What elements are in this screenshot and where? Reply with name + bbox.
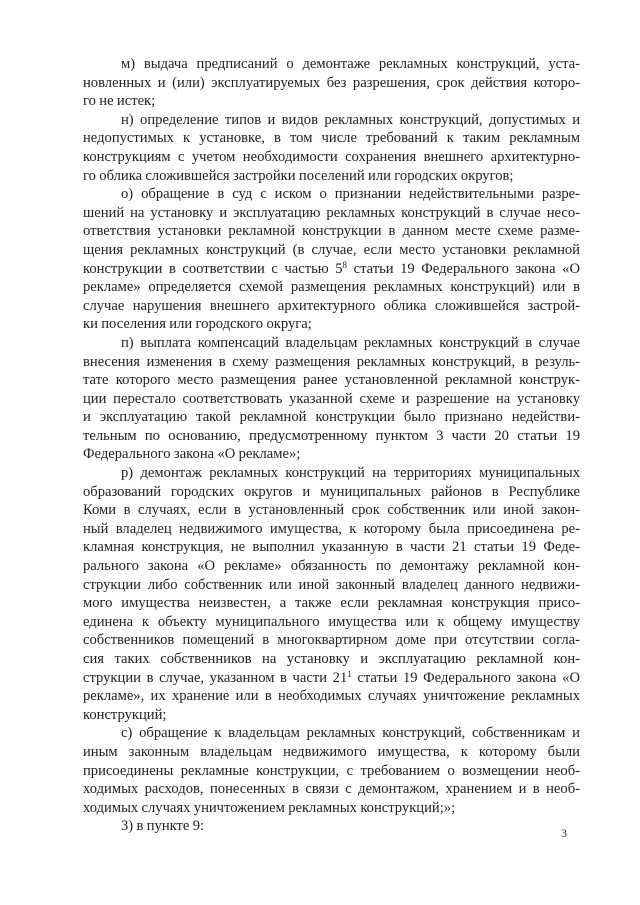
line-text: струкции в случае, указанном в части 21 bbox=[83, 669, 348, 686]
line-text: р) демонтаж рекламных конструкций на территориях муниципальных bbox=[121, 465, 580, 482]
text-line bbox=[83, 167, 580, 186]
line-text: п) выплата компенсаций владельцам рекламных конструкций в случае bbox=[121, 334, 580, 351]
paragraph-m bbox=[83, 55, 580, 111]
line-text: 3) в пункте 9: bbox=[121, 818, 205, 835]
text-line bbox=[83, 724, 580, 743]
paragraph-s bbox=[83, 724, 580, 817]
line-text: недопустимых к установке, в том числе требований к таким рекламным bbox=[83, 130, 580, 147]
line-text: м) выдача предписаний о демонтаже рекламных конструкций, уста- bbox=[121, 56, 580, 72]
text-line bbox=[83, 334, 580, 353]
text-line bbox=[83, 576, 580, 595]
page-number: 3 bbox=[561, 826, 567, 840]
line-text: тельным по основанию, предусмотренному пунктом 3 части 20 статьи 19 bbox=[83, 427, 580, 444]
line-text: ходимых расходов, понесенных в связи с демонтажом, хранением и в необ- bbox=[83, 781, 580, 798]
line-text: с) обращение к владельцам рекламных конструкций, собственникам и bbox=[121, 725, 580, 742]
superscript: 1 bbox=[347, 668, 352, 679]
paragraph-item3 bbox=[83, 817, 580, 836]
text-line bbox=[83, 817, 580, 836]
line-text: рекламе», их хранение или в необходимых случаях уничтожение рекламных bbox=[83, 688, 580, 705]
text-line bbox=[83, 74, 580, 93]
line-text: ответствия установки рекламной конструкции в данном месте схеме разме- bbox=[83, 223, 580, 240]
text-line bbox=[83, 371, 580, 390]
text-line bbox=[83, 687, 580, 706]
text-line bbox=[83, 483, 580, 502]
text-line bbox=[83, 650, 580, 669]
line-text: мого имущества неизвестен, а также если рекламная конструкция присо- bbox=[83, 595, 580, 612]
text-line bbox=[83, 278, 580, 297]
line-text: Коми в случаях, если в установленный срок собственник или иной закон- bbox=[83, 502, 580, 519]
text-line bbox=[83, 445, 580, 464]
line-text: Федерального закона «О рекламе»; bbox=[83, 446, 301, 463]
text-line bbox=[83, 520, 580, 539]
line-text: конструкций; bbox=[83, 706, 167, 723]
text-line bbox=[83, 631, 580, 650]
line-text: о) обращение в суд с иском о признании недействительными разре- bbox=[121, 186, 580, 203]
text-line bbox=[83, 222, 580, 241]
text-line bbox=[83, 780, 580, 799]
line-text: тате которого место размещения ранее установленной рекламной конструк- bbox=[83, 372, 580, 389]
text-line bbox=[83, 669, 580, 688]
line-text: го не истек; bbox=[83, 93, 156, 110]
line-text: новленных и (или) эксплуатируемых без разрешения, срок действия которо- bbox=[83, 74, 580, 91]
superscript: 8 bbox=[342, 259, 348, 270]
line-text: ходимых случаях уничтожением рекламных конструкций;»; bbox=[83, 799, 456, 816]
line-text: щения рекламных конструкций (в случае, если место установки рекламной bbox=[83, 241, 580, 258]
text-line bbox=[83, 464, 580, 483]
text-line bbox=[83, 55, 580, 74]
text-line bbox=[83, 613, 580, 632]
text-line bbox=[83, 427, 580, 446]
line-text: внесения изменения в схему размещения рекламных конструкций, в резуль- bbox=[83, 353, 580, 370]
text-line bbox=[83, 185, 580, 204]
line-text-tail: статьи 19 Федерального закона «О bbox=[351, 669, 580, 686]
line-text-tail: статьи 19 Федерального закона «О bbox=[347, 260, 580, 277]
text-line bbox=[83, 92, 580, 111]
line-text: иным законным владельцам недвижимого имущества, к которому были bbox=[83, 743, 580, 760]
line-text: кламная конструкция, не выполнил указанную в части 21 статьи 19 Феде- bbox=[83, 539, 580, 556]
text-line bbox=[83, 129, 580, 148]
text-line bbox=[83, 204, 580, 223]
line-text: сия таких собственников на установку и эксплуатацию рекламной кон- bbox=[83, 651, 580, 667]
text-line bbox=[83, 557, 580, 576]
document-body bbox=[83, 55, 580, 836]
line-text: конструкциям с учетом необходимости сохранения внешнего архитектурно- bbox=[83, 148, 580, 165]
paragraph-o bbox=[83, 185, 580, 334]
text-line bbox=[83, 260, 580, 279]
line-text: шений на установку и эксплуатацию рекламных конструкций в случае несо- bbox=[83, 204, 580, 221]
line-text: ции перестало соответствовать указанной схеме и разрешение на установку bbox=[83, 390, 580, 407]
text-line bbox=[83, 241, 580, 260]
text-line bbox=[83, 762, 580, 781]
line-text: конструкции в соответствии с частью 5 bbox=[83, 260, 343, 277]
text-line bbox=[83, 501, 580, 520]
text-line bbox=[83, 111, 580, 130]
line-text: рекламе» определяется схемой размещения рекламных конструкций) или в bbox=[83, 279, 580, 296]
line-text: го облика сложившейся застройки поселений или городских округов; bbox=[83, 167, 514, 184]
line-text: единена к объекту муниципального имущества или к общему имуществу bbox=[83, 613, 580, 630]
line-text: н) определение типов и видов рекламных конструкций, допустимых и bbox=[121, 111, 580, 128]
line-text: ки поселения или городского округа; bbox=[83, 316, 312, 333]
text-line bbox=[83, 743, 580, 762]
line-text: ный владелец недвижимого имущества, к которому была присоединена ре- bbox=[83, 520, 580, 537]
paragraph-r bbox=[83, 464, 580, 724]
text-line bbox=[83, 315, 580, 334]
text-line bbox=[83, 353, 580, 372]
text-line bbox=[83, 594, 580, 613]
paragraph-n bbox=[83, 111, 580, 185]
text-line bbox=[83, 297, 580, 316]
text-line bbox=[83, 148, 580, 167]
line-text: струкции либо собственник или иной законный владелец данного недвижи- bbox=[83, 576, 580, 593]
line-text: и эксплуатацию такой рекламной конструкции было признано недействи- bbox=[83, 409, 580, 426]
text-line bbox=[83, 408, 580, 427]
text-line bbox=[83, 390, 580, 409]
line-text: образований городских округов и муниципальных районов в Республике bbox=[83, 483, 580, 500]
text-line bbox=[83, 799, 580, 818]
text-line bbox=[83, 538, 580, 557]
line-text: рального закона «О рекламе» обязанность по демонтажу рекламной кон- bbox=[83, 558, 580, 575]
line-text: присоединены рекламные конструкции, с требованием о возмещении необ- bbox=[83, 762, 580, 779]
text-line bbox=[83, 706, 580, 725]
line-text: случае нарушения внешнего архитектурного облика сложившейся застрой- bbox=[83, 297, 580, 314]
line-text: собственников помещений в многоквартирном доме при отсутствии согла- bbox=[83, 632, 580, 649]
paragraph-p bbox=[83, 334, 580, 464]
